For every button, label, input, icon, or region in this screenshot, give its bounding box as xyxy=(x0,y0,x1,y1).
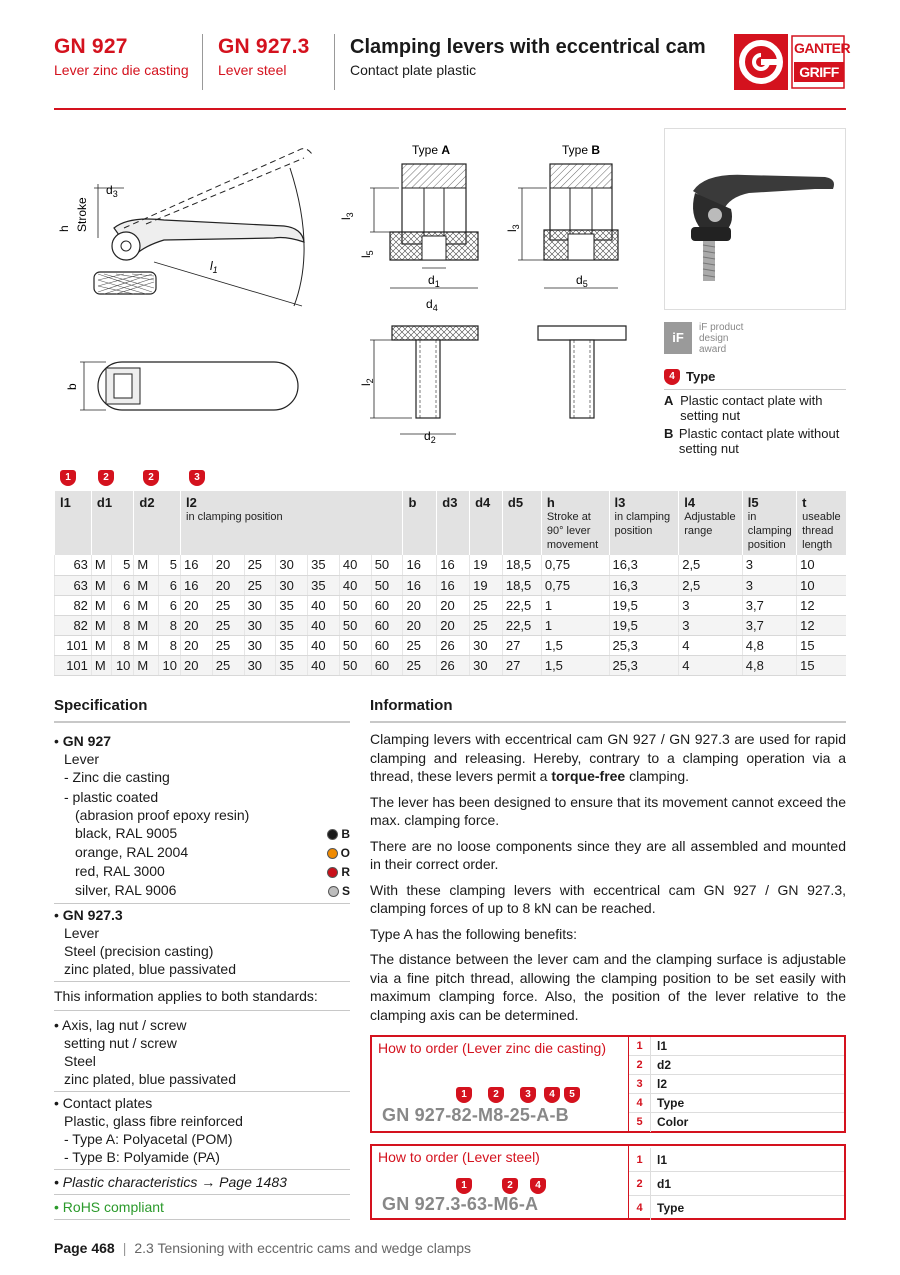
table-cell: 10 xyxy=(159,655,181,675)
dim-l3-a: $l_3$ xyxy=(339,212,355,220)
table-cell: 16 xyxy=(437,555,470,575)
table-cell: 40 xyxy=(308,595,340,615)
order-legend-row: 3 l2 xyxy=(629,1075,844,1094)
table-cell: 2,5 xyxy=(679,555,743,575)
technical-drawing xyxy=(54,128,674,458)
table-cell: 16,3 xyxy=(609,555,679,575)
page-title: Clamping levers with eccentrical cam xyxy=(350,36,706,58)
table-cell: 18,5 xyxy=(502,555,541,575)
table-cell: M xyxy=(91,575,112,595)
header-gn9273 xyxy=(218,34,310,80)
table-cell: 15 xyxy=(797,635,846,655)
table-cell: 4,8 xyxy=(742,635,796,655)
dim-d3: $d_3$ xyxy=(106,183,118,199)
spec-contact-plates xyxy=(54,1092,350,1170)
table-cell: 3 xyxy=(679,615,743,635)
table-cell: 20 xyxy=(437,595,470,615)
header-code-2: GN 927.3 xyxy=(218,35,310,58)
table-cell: M xyxy=(134,575,159,595)
table-cell: 60 xyxy=(371,655,403,675)
order-legend-row: 4 Type xyxy=(629,1196,844,1220)
badge-icon: 2 xyxy=(143,470,159,486)
badge-icon: 1 xyxy=(456,1178,472,1194)
table-cell: 35 xyxy=(308,575,340,595)
dim-l2: $l_2$ xyxy=(359,378,375,386)
table-cell: 25 xyxy=(470,595,503,615)
table-cell: 30 xyxy=(470,635,503,655)
table-cell: 25 xyxy=(244,575,276,595)
dim-d2: $d_2$ xyxy=(424,429,436,445)
type-legend xyxy=(664,366,846,456)
table-cell: 4 xyxy=(679,635,743,655)
if-award-text xyxy=(699,322,743,355)
spec-gn9273-title: GN 927.3 xyxy=(62,907,123,923)
spec-text: zinc plated, blue passivated xyxy=(64,961,236,977)
table-cell: 25 xyxy=(470,615,503,635)
table-cell: 16 xyxy=(437,575,470,595)
table-cell: 6 xyxy=(159,595,181,615)
col-header-d3: d3 xyxy=(437,491,470,555)
table-cell: M xyxy=(91,615,112,635)
dim-stroke: Stroke xyxy=(75,197,89,232)
col-header-h: h Stroke at 90° lever movement xyxy=(541,491,609,555)
section-rule xyxy=(54,721,350,723)
table-cell: 0,75 xyxy=(541,575,609,595)
table-cell: 16 xyxy=(181,575,213,595)
info-paragraph: There are no loose components since they are all assembled and mounted in their correct order. xyxy=(370,837,846,872)
badge-icon: 3 xyxy=(189,470,205,486)
table-cell: 25 xyxy=(403,635,437,655)
spec-text: setting nut / screw xyxy=(64,1035,177,1051)
table-cell: M xyxy=(134,615,159,635)
type-b-section xyxy=(518,164,618,288)
plastic-characteristics-link[interactable]: • Plastic characteristics → Page 1483 xyxy=(54,1174,287,1190)
spec-gn927-title: GN 927 xyxy=(62,733,112,749)
badge-icon: 4 xyxy=(544,1087,560,1103)
table-cell: 35 xyxy=(276,655,308,675)
table-cell: 25 xyxy=(244,555,276,575)
dim-l1: $l_1$ xyxy=(210,259,218,275)
table-cell: 20 xyxy=(181,595,213,615)
table-cell: 0,75 xyxy=(541,555,609,575)
dim-l3-b: $l_3$ xyxy=(505,224,521,232)
spec-text: • Axis, lag nut / screw xyxy=(54,1017,187,1033)
information-heading: Information xyxy=(370,697,453,714)
table-cell: 30 xyxy=(244,655,276,675)
spec-gn9273: • GN 927.3 Lever Steel (precision casting) zinc plated, blue passivated xyxy=(54,904,350,982)
col-header-d2: d2 xyxy=(134,491,181,555)
contact-plate-b xyxy=(538,326,626,418)
table-cell: 20 xyxy=(181,655,213,675)
spec-text: • Contact plates xyxy=(54,1095,153,1111)
table-cell: 60 xyxy=(371,615,403,635)
header-title-block xyxy=(350,34,706,80)
color-swatch xyxy=(328,886,339,897)
table-cell: 26 xyxy=(437,635,470,655)
table-cell: 30 xyxy=(276,575,308,595)
type-legend-heading xyxy=(664,366,846,390)
info-paragraph: The lever has been designed to ensure that its movement cannot exceed the max. clamping force. xyxy=(370,793,846,828)
order-legend-row: 2 d1 xyxy=(629,1172,844,1196)
table-cell: 5 xyxy=(112,555,134,575)
specification-heading: Specification xyxy=(54,697,148,714)
page-header xyxy=(54,34,851,109)
table-cell: 25 xyxy=(212,635,244,655)
table-cell: 19,5 xyxy=(609,595,679,615)
type-key: A xyxy=(664,392,674,408)
table-cell: 25 xyxy=(212,615,244,635)
spec-text: Lever xyxy=(64,925,100,941)
table-cell: 20 xyxy=(437,615,470,635)
table-cell: 25,3 xyxy=(609,635,679,655)
badge-icon: 4 xyxy=(664,369,680,385)
table-cell: 30 xyxy=(244,615,276,635)
color-swatch xyxy=(327,829,338,840)
color-swatch xyxy=(327,867,338,878)
col-header-b: b xyxy=(403,491,437,555)
spec-text: Steel xyxy=(64,1053,96,1069)
if-design-award xyxy=(664,322,846,358)
header-sub-1: Lever zinc die casting xyxy=(54,62,189,78)
dim-d5: $d_5$ xyxy=(576,273,588,289)
table-cell: M xyxy=(134,595,159,615)
spec-text: - Zinc die casting xyxy=(64,769,170,785)
table-cell: 12 xyxy=(797,615,846,635)
badge-icon: 2 xyxy=(502,1178,518,1194)
product-photo xyxy=(664,128,846,310)
table-cell: 25,3 xyxy=(609,655,679,675)
if-logo: iF xyxy=(664,322,692,354)
badge-icon: 2 xyxy=(488,1087,504,1103)
order-legend-row: 1 l1 xyxy=(629,1037,844,1056)
table-cell: 60 xyxy=(371,635,403,655)
table-cell: 30 xyxy=(276,555,308,575)
badge-icon: 1 xyxy=(456,1087,472,1103)
table-cell: 15 xyxy=(797,655,846,675)
table-cell: 16 xyxy=(403,555,437,575)
col-header-d1: d1 xyxy=(91,491,134,555)
spec-text: Plastic, glass fibre reinforced xyxy=(64,1113,243,1129)
spec-rohs xyxy=(54,1195,350,1220)
table-cell: 26 xyxy=(437,655,470,675)
table-cell: 63 xyxy=(55,575,92,595)
col-header-l5: l5 in clamping position xyxy=(742,491,796,555)
spec-text: zinc plated, blue passivated xyxy=(64,1071,236,1087)
award-line-3: award xyxy=(699,344,727,355)
table-cell: 12 xyxy=(797,595,846,615)
table-cell: 6 xyxy=(159,575,181,595)
order-box-left xyxy=(372,1037,628,1131)
color-option: orange, RAL 2004 O xyxy=(75,844,350,860)
table-cell: 50 xyxy=(339,595,371,615)
table-cell: M xyxy=(134,635,159,655)
spec-text: (abrasion proof epoxy resin) xyxy=(75,807,250,823)
contact-plate-a xyxy=(370,326,478,434)
table-cell: 20 xyxy=(403,615,437,635)
order-legend-row: 2 d2 xyxy=(629,1056,844,1075)
table-cell: 40 xyxy=(308,655,340,675)
type-desc: Plastic contact plate with setting nut xyxy=(680,392,823,423)
table-cell: 20 xyxy=(403,595,437,615)
col-header-l3: l3 in clamping position xyxy=(609,491,679,555)
table-cell: 19 xyxy=(470,555,503,575)
table-cell: 50 xyxy=(371,555,403,575)
badge-icon: 1 xyxy=(60,470,76,486)
specification-list xyxy=(54,730,350,1220)
table-cell: 101 xyxy=(55,655,92,675)
table-cell: 3 xyxy=(742,555,796,575)
table-cell: 50 xyxy=(339,615,371,635)
table-cell: 30 xyxy=(470,655,503,675)
table-cell: 1 xyxy=(541,595,609,615)
info-paragraph: With these clamping levers with eccentrical cam GN 927 / GN 927.3, clamping forces of up to 8 kN can be reached. xyxy=(370,881,846,916)
lever-top-view xyxy=(80,362,298,410)
table-cell: M xyxy=(134,555,159,575)
table-cell: 5 xyxy=(159,555,181,575)
table-cell: 2,5 xyxy=(679,575,743,595)
table-cell: 3 xyxy=(679,595,743,615)
spec-axis xyxy=(54,1011,350,1092)
order-legend-row: 1 l1 xyxy=(629,1148,844,1172)
table-cell: M xyxy=(91,655,112,675)
table-cell: 10 xyxy=(112,655,134,675)
table-cell: 8 xyxy=(159,635,181,655)
table-cell: 82 xyxy=(55,615,92,635)
type-legend-title: Type xyxy=(686,368,716,384)
type-b-caption: Type B xyxy=(562,143,601,157)
type-key: B xyxy=(664,425,674,441)
spec-text: Lever xyxy=(64,751,100,767)
badge-icon: 3 xyxy=(520,1087,536,1103)
table-row xyxy=(55,595,847,615)
table-cell: 18,5 xyxy=(502,575,541,595)
table-cell: M xyxy=(91,595,112,615)
spec-text: - plastic coated xyxy=(64,789,159,805)
info-paragraph: The distance between the lever cam and the clamping surface is adjustable via a fine pitch thread, allowing the clamping position to be set easily with maximum clamping force. Also, the position of the lever relative to the clamping axis can be determined. xyxy=(370,951,846,1023)
type-a-section xyxy=(370,164,478,288)
badge-icon: 2 xyxy=(98,470,114,486)
col-header-l4: l4 Adjustable range xyxy=(679,491,743,555)
table-cell: 35 xyxy=(308,555,340,575)
col-header-l2: l2 in clamping position xyxy=(181,491,403,555)
dimension-table xyxy=(54,491,846,676)
table-cell: 82 xyxy=(55,595,92,615)
table-cell: 6 xyxy=(112,575,134,595)
section-rule xyxy=(370,721,846,723)
color-option: red, RAL 3000 R xyxy=(75,863,350,879)
spec-gn927: • GN 927 Lever - Zinc die casting - plastic coated (abrasion proof epoxy resin) black, RAL 9005 B orange, RAL 2004 O red, RAL 3000 R silver, RAL 9006 S xyxy=(54,730,350,904)
table-cell: 20 xyxy=(212,555,244,575)
table-cell: 25 xyxy=(212,655,244,675)
logo-text-top: GANTER xyxy=(794,40,851,56)
page-footer: Page 468 | 2.3 Tensioning with eccentric cams and wedge clamps xyxy=(54,1240,472,1256)
table-cell: 30 xyxy=(244,635,276,655)
order-legend xyxy=(628,1146,844,1218)
spec-text: Steel (precision casting) xyxy=(64,943,214,959)
badge-icon: 4 xyxy=(530,1178,546,1194)
award-line-2: design xyxy=(699,333,729,344)
table-cell: 20 xyxy=(181,615,213,635)
dim-b: b xyxy=(65,383,79,390)
color-option: black, RAL 9005 B xyxy=(75,825,350,841)
table-cell: 8 xyxy=(112,615,134,635)
order-box-steel xyxy=(370,1144,846,1220)
table-cell: 35 xyxy=(276,615,308,635)
table-cell: 1,5 xyxy=(541,635,609,655)
dim-h: h xyxy=(57,225,71,232)
col-header-l1: l1 xyxy=(55,491,92,555)
header-rule xyxy=(54,108,846,110)
information-text xyxy=(370,730,846,1031)
order-box-zinc xyxy=(370,1035,846,1133)
order-box-left xyxy=(372,1146,628,1218)
order-code: GN 927.3-63-M6-A xyxy=(382,1194,539,1214)
table-cell: 6 xyxy=(112,595,134,615)
order-title: How to order (Lever zinc die casting) xyxy=(378,1040,606,1056)
page-number: Page 468 xyxy=(54,1240,115,1256)
table-cell: 101 xyxy=(55,635,92,655)
table-cell: 8 xyxy=(159,615,181,635)
type-legend-item xyxy=(664,426,846,456)
table-row xyxy=(55,615,847,635)
order-legend xyxy=(628,1037,844,1131)
footer-section: 2.3 Tensioning with eccentric cams and wedge clamps xyxy=(134,1240,472,1256)
table-cell: 40 xyxy=(339,575,371,595)
col-header-t: t useable thread length xyxy=(797,491,846,555)
table-row xyxy=(55,555,847,575)
table-cell: 20 xyxy=(181,635,213,655)
table-cell: 25 xyxy=(212,595,244,615)
table-row xyxy=(55,635,847,655)
type-desc: Plastic contact plate without setting nut xyxy=(678,425,840,456)
table-cell: 20 xyxy=(212,575,244,595)
order-legend-row: 4 Type xyxy=(629,1094,844,1113)
type-legend-item xyxy=(664,393,846,423)
type-a-caption: Type A xyxy=(412,143,451,157)
spec-text: This information applies to both standards: xyxy=(54,988,318,1004)
spec-text: - Type B: Polyamide (PA) xyxy=(64,1149,220,1165)
table-cell: 19,5 xyxy=(609,615,679,635)
table-cell: 40 xyxy=(339,555,371,575)
table-row xyxy=(55,575,847,595)
table-cell: 1,5 xyxy=(541,655,609,675)
table-cell: 10 xyxy=(797,575,846,595)
table-cell: 4 xyxy=(679,655,743,675)
table-cell: 40 xyxy=(308,615,340,635)
table-cell: 27 xyxy=(502,655,541,675)
table-cell: 50 xyxy=(371,575,403,595)
table-cell: 63 xyxy=(55,555,92,575)
table-cell: 3,7 xyxy=(742,595,796,615)
table-column-badges xyxy=(54,470,354,488)
header-divider xyxy=(202,34,203,90)
table-cell: M xyxy=(91,555,112,575)
table-cell: 4,8 xyxy=(742,655,796,675)
award-line-1: iF product xyxy=(699,322,744,333)
info-paragraph: Clamping levers with eccentrical cam GN 927 / GN 927.3 are used for rapid clamping and releasing. Hereby, contrary to a clamping operation via a thread, these levers permit a torque-free clamping. xyxy=(370,731,846,784)
table-cell: 19 xyxy=(470,575,503,595)
order-title: How to order (Lever steel) xyxy=(378,1149,540,1165)
table-cell: 16 xyxy=(403,575,437,595)
table-cell: 3,7 xyxy=(742,615,796,635)
table-cell: 50 xyxy=(339,635,371,655)
table-cell: 3 xyxy=(742,575,796,595)
col-header-d5: d5 xyxy=(502,491,541,555)
table-cell: 27 xyxy=(502,635,541,655)
header-sub-2: Lever steel xyxy=(218,62,287,78)
table-cell: 40 xyxy=(308,635,340,655)
header-divider xyxy=(334,34,335,90)
table-cell: 1 xyxy=(541,615,609,635)
rohs-compliant: • RoHS compliant xyxy=(54,1199,164,1215)
table-cell: 50 xyxy=(339,655,371,675)
dim-d4: $d_4$ xyxy=(426,297,438,313)
info-paragraph: Type A has the following benefits: xyxy=(370,925,578,942)
spec-text: - Type A: Polyacetal (POM) xyxy=(64,1131,233,1147)
logo-text-bottom: GRIFF xyxy=(794,62,844,82)
table-cell: 60 xyxy=(371,595,403,615)
badge-icon: 5 xyxy=(564,1087,580,1103)
table-cell: 16 xyxy=(181,555,213,575)
table-cell: 30 xyxy=(244,595,276,615)
table-cell: M xyxy=(134,655,159,675)
header-code-1: GN 927 xyxy=(54,35,128,58)
table-cell: 35 xyxy=(276,595,308,615)
table-cell: 8 xyxy=(112,635,134,655)
dim-d1: $d_1$ xyxy=(428,273,440,289)
table-cell: 25 xyxy=(403,655,437,675)
page-subtitle: Contact plate plastic xyxy=(350,62,477,78)
table-row xyxy=(55,655,847,675)
spec-plastic-link[interactable] xyxy=(54,1170,350,1195)
col-header-d4: d4 xyxy=(470,491,503,555)
table-cell: 10 xyxy=(797,555,846,575)
table-cell: 35 xyxy=(276,635,308,655)
table-cell: 22,5 xyxy=(502,595,541,615)
table-cell: 16,3 xyxy=(609,575,679,595)
spec-applies xyxy=(54,982,350,1011)
dim-l5: $l_5$ xyxy=(359,250,375,258)
header-gn927 xyxy=(54,34,189,80)
ganter-logo xyxy=(734,34,851,90)
color-option: silver, RAL 9006 S xyxy=(75,882,350,898)
lever-side-view xyxy=(94,149,312,306)
order-code: GN 927-82-M8-25-A-B xyxy=(382,1105,569,1125)
order-legend-row: 5 Color xyxy=(629,1113,844,1132)
table-cell: 22,5 xyxy=(502,615,541,635)
color-swatch xyxy=(327,848,338,859)
table-cell: M xyxy=(91,635,112,655)
